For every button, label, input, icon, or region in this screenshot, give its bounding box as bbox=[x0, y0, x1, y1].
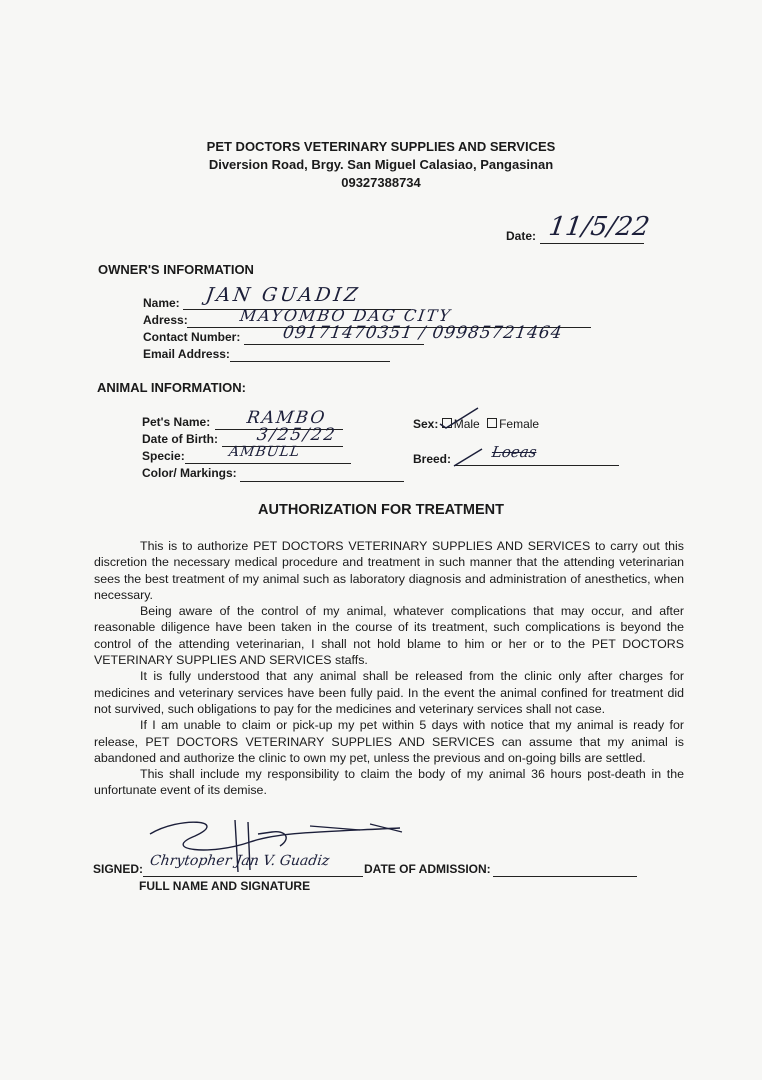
sex-check-mark bbox=[438, 404, 482, 430]
breed-stroke-mark bbox=[452, 446, 488, 468]
authorization-paragraph: This is to authorize PET DOCTORS VETERINARY SUPPLIES AND SERVICES to carry out this discretion the necessary medical procedure and treatment in such manner that the attending veterinarian sees the best treatment of my animal such as laboratory diagnosis and administration of anesthetics, when necessary. bbox=[94, 539, 684, 602]
dob-label: Date of Birth: bbox=[142, 432, 218, 446]
breed-label: Breed: bbox=[413, 452, 452, 466]
admission-label: DATE OF ADMISSION: bbox=[364, 862, 491, 876]
sex-label: Sex: bbox=[413, 417, 439, 431]
animal-section-title: ANIMAL INFORMATION: bbox=[97, 380, 246, 395]
color-label: Color/ Markings: bbox=[142, 466, 237, 480]
pet-name-value[interactable]: RAMBO bbox=[245, 408, 328, 428]
date-label: Date: bbox=[506, 229, 537, 243]
dob-value[interactable]: 3/25/22 bbox=[255, 425, 338, 445]
sex-male-label: Male bbox=[453, 417, 480, 431]
authorization-body bbox=[94, 538, 684, 799]
owner-address-label: Adress: bbox=[143, 313, 188, 327]
specie-line bbox=[185, 463, 351, 464]
signed-line bbox=[143, 876, 363, 877]
date-line bbox=[540, 243, 644, 244]
owner-contact-line bbox=[244, 344, 424, 345]
sex-female-checkbox[interactable] bbox=[487, 418, 497, 428]
owner-email-line bbox=[230, 361, 390, 362]
company-address: Diversion Road, Brgy. San Miguel Calasiao, Pangasinan bbox=[208, 157, 554, 172]
authorization-paragraph: This shall include my responsibility to claim the body of my animal 36 hours post-death in the unfortunate event of its demise. bbox=[94, 767, 684, 798]
authorization-title: AUTHORIZATION FOR TREATMENT bbox=[258, 502, 504, 518]
color-line bbox=[240, 481, 404, 482]
signed-sub-label: FULL NAME AND SIGNATURE bbox=[139, 879, 311, 893]
authorization-paragraph: It is fully understood that any animal shall be released from the clinic only after charges for medicines and veterinary services have been fully paid. In the event the animal confined for treatment did not survived, such obligations to pay for the medicines and veterinary services shall not case. bbox=[94, 669, 684, 716]
owner-email-label: Email Address: bbox=[143, 347, 230, 361]
breed-value[interactable]: Loeas bbox=[490, 443, 538, 461]
owner-name-label: Name: bbox=[143, 296, 180, 310]
company-phone: 09327388734 bbox=[341, 175, 421, 190]
signed-label: SIGNED: bbox=[93, 862, 144, 876]
specie-value[interactable]: AMBULL bbox=[227, 444, 302, 460]
owner-address-value[interactable]: MAYOMBO DAG CITY bbox=[238, 306, 453, 325]
authorization-paragraph: If I am unable to claim or pick-up my pet within 5 days with notice that my animal is ready for release, PET DOCTORS VETERINARY SUPPLIES AND SERVICES can assume that my animal is abandoned and authorize the clinic to own my pet, unless the previous and on-going bills are settled. bbox=[94, 718, 684, 765]
owner-name-value[interactable]: JAN GUADIZ bbox=[204, 284, 362, 306]
company-name: PET DOCTORS VETERINARY SUPPLIES AND SERVICES bbox=[206, 139, 556, 154]
owner-contact-value[interactable]: 09171470351 / 09985721464 bbox=[281, 323, 564, 343]
specie-label: Specie: bbox=[142, 449, 185, 463]
sex-female-label: Female bbox=[499, 417, 540, 431]
signed-value[interactable]: Chrytopher Jan V. Guadiz bbox=[148, 853, 331, 869]
authorization-paragraph: Being aware of the control of my animal, whatever complications that may occur, and after reasonable diligence have been taken in the course of its treatment, such complications is beyond the control of the attending veterinarian, I shall not hold blame to him or her or to the PET DOCTORS VETERINARY SUPPLIES AND SERVICES staffs. bbox=[94, 604, 684, 668]
date-value[interactable]: 11/5/22 bbox=[546, 212, 652, 242]
owner-section-title: OWNER'S INFORMATION bbox=[98, 262, 254, 277]
pet-name-label: Pet's Name: bbox=[142, 415, 211, 429]
owner-contact-label: Contact Number: bbox=[143, 330, 241, 344]
admission-line bbox=[493, 876, 637, 877]
